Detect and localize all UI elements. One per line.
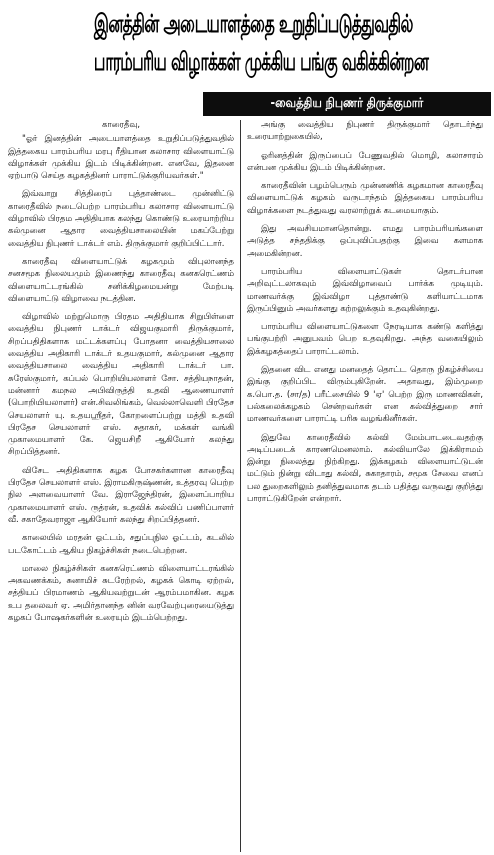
dateline-place: காரைதீவு, — [101, 119, 141, 129]
paragraph: பாரம்பரிய விளையாட்டுகள் தொடர்பான அறிவுட்டலாகவும் இவ்விழாவைப் பார்க்க முடியும். மாணவர்க்கு இவ்விழா புத்தாண்டு களியாட்டமாக இருப்பினும் அவர்களது கற்றலுக்கும் உதவுகின்றது. — [247, 265, 483, 313]
paragraph: இது அவசியமானதொன்று. எமது பாரம்பரியங்களை அடுத்த சந்ததிக்கு ஒப்புவிப்பதற்கு இவை களமாக அமைகின்றன. — [247, 223, 483, 258]
paragraph: இதனை விட எனது மனதைத் தொட்ட தொரு நிகழ்ச்சியை இங்கு குறிப்பிட விரும்புகிறேன். அதாவது, இம்முறை க.பொ.த. (சா/த) பரீட்சையில் 9 'ஏ' பெற்ற இரு மாணவிகள், பல்கலைக்கழகம் சென்றவர்கள் என கல்வித்துறை சார் மாணவர்களை பாராட்டி பரிசு வழங்கினீர்கள். — [247, 364, 483, 424]
paragraph: பாரம்பரிய விளையாட்டுகளை நேரடியாக கண்டு களித்து பங்குபற்றி அனுபவம் பெற உதவுகிறது. அந்த வகையிலும் இக்கழகத்தைப் பாராட்டலாம். — [247, 321, 483, 356]
paragraph: இவ்வாறு சித்திரைப் புத்தாண்டை முன்னிட்டு காரைதீவில் நடைபெற்ற பாரம்பரிய கலாசார விளையாட்டு விழாவில் பிரதம அதிதியாக கலந்து கொண்டு உரையாற்றிய கல்முனை ஆதார வைத்தியசாலையின் மகப்பேற்று வைத்திய நிபுணர் டாக்டர் எம். திருக்குமார் குறிப்பிட்டார். — [8, 188, 234, 248]
paragraph: காரைதீவின் பழம்பெரும் முன்னணிக் கழகமான காரைதீவு விளையாட்டுக் கழகம் வருடாந்தம் இத்தகைய பாரம்பரிய விழாக்களை நடத்துவது வரலாற்றுக் கடமையாகும். — [247, 180, 483, 215]
left-column — [8, 118, 234, 853]
paragraph: மாலை நிகழ்ச்சிகள் கனகரெட்ணம் விளையாட்டரங்கில் அகவணக்கம், சுனாமிச் சுடரேற்றல், கழகக் கொடி ஏற்றல், சத்தியப் பிரமாணம் ஆகியவற்றுடன் ஆரம்பமாகின. கழக உப தலைவர் ஏ. அமிர்தானந்த னின் வரவேற்புரையைடுத்து கழகப் போஷகர்களின் உரையும் இடம்பெற்றது. — [8, 562, 234, 622]
right-column — [247, 118, 483, 853]
paragraph: இதுவே காரைதீவில் கல்வி மேம்பாடடைவதற்கு அடிப்படைக் காரணமெனலாம். கல்வியாலே இக்கிராமம் இன்று நிலைத்து நிற்கிறது. இக்கழகம் விளையாட்டுடன் மட்டும் நின்று விடாது கல்வி, சுகாதாரம், சமூக சேவை எனப் பல துறைகளிலும் தனித்துவமாக தடம் பதித்து வருவது குறித்து பாராட்டுகிறேன் என்றார். — [247, 431, 483, 504]
byline-text: -வைத்திய நிபுணர் திருக்குமார் — [270, 96, 424, 111]
paragraph: காரைதீவு விளையாட்டுக் கழகமும் விபுலானந்த சனசமூக நிலையமும் இணைந்து காரைதீவு கனகரெட்ணம் விளையாட்டரங்கில் சனிக்கிழமையன்று மேற்படி விளையாட்டு விழாவை நடத்தின. — [8, 255, 234, 303]
column-divider — [240, 120, 241, 852]
byline-banner — [203, 92, 491, 116]
paragraph: அங்கு வைத்திய நிபுணர் திருக்குமார் தொடர்ந்து உரையாற்றுகையில், — [247, 119, 483, 142]
paragraph: காலையில் மரதன் ஓட்டம், சதுப்புநில ஓட்டம், கடலில் படகோட்டம் ஆகிய நிகழ்ச்சிகள் நடைபெற்றன. — [8, 532, 234, 555]
paragraph: விசேட அதிதிகளாக கழக போசகர்களான காரைதீவு பிரதேச செயலாளர் எஸ். இராமகிருஷ்ணன், உத்தரவு பெற்ற நில அளவையாளர் வே. இராஜேந்திரன், இளைப்பாறிய முகாமையாளர் எஸ். ருத்ரன், உதவிக் கல்விப் பணிப்பாளர் வீ. சகாதேவராஜா ஆகியோர் கலந்து சிறப்பித்தனர். — [8, 464, 234, 524]
paragraph: "ஓர் இனத்தின் அடையாளத்தை உறுதிப்படுத்துவதில் இத்தகைய பாரம்பரிய மரபு ரீதியான கலாசார விளையாட்டு விழாக்கள் முக்கிய இடம் பிடிக்கின்றன. எனவே, இதனை ஏற்பாடு செய்த கழகத்தினர் பாராட்டுக்குரியவர்கள்." — [8, 133, 234, 181]
paragraph: விழாவில் மற்றுமொரு பிரதம அதிதியாக சிறுபிள்ளை வைத்திய நிபுணர் டாக்டர் விஜயகுமாரி திருக்குமார், சிறப்பதிதிகளாக மட்டக்களப்பு போதனா வைத்தியசாலை வைத்திய அதிகாரி டாக்டர் உதயகுமார், கல்முனை ஆதார வைத்தியசாலை வைத்திய அதிகாரி டாக்டர் பா. சுரேஸ்குமார், கப்பல் பொறியியலாளர் சோ. சத்தியநாதன், மன்னார் கமநல அபிவிருத்தி உதவி ஆணையாளர் (பொறியியலாளர்) என்.சிவலிங்கம், வெல்லாவெளி பிரதேச செயலாளர் யு. உதயஸ்ரீதர், கோறளைப்பற்று மத்தி உதவி பிரதேச செயலாளர் எஸ். சுதாகர், மக்கள் வங்கி முகாமையாளர் கே. ஜெயசிறீ ஆகியோர் கலந்து சிறப்பித்தனர். — [8, 311, 234, 457]
paragraph: ஓரினத்தின் இருப்பைப் பேணுவதில் மொழி, கலாசாரம் என்பன முக்கிய இடம் பிடிக்கின்றன. — [247, 149, 483, 172]
headline-line-2: பாரம்பரிய விழாக்கள் முக்கிய பங்கு வகிக்கின்றன — [93, 47, 429, 76]
article-headline — [0, 0, 494, 84]
headline-line-1: இனத்தின் அடையாளத்தை உறுதிப்படுத்துவதில் — [93, 9, 413, 38]
